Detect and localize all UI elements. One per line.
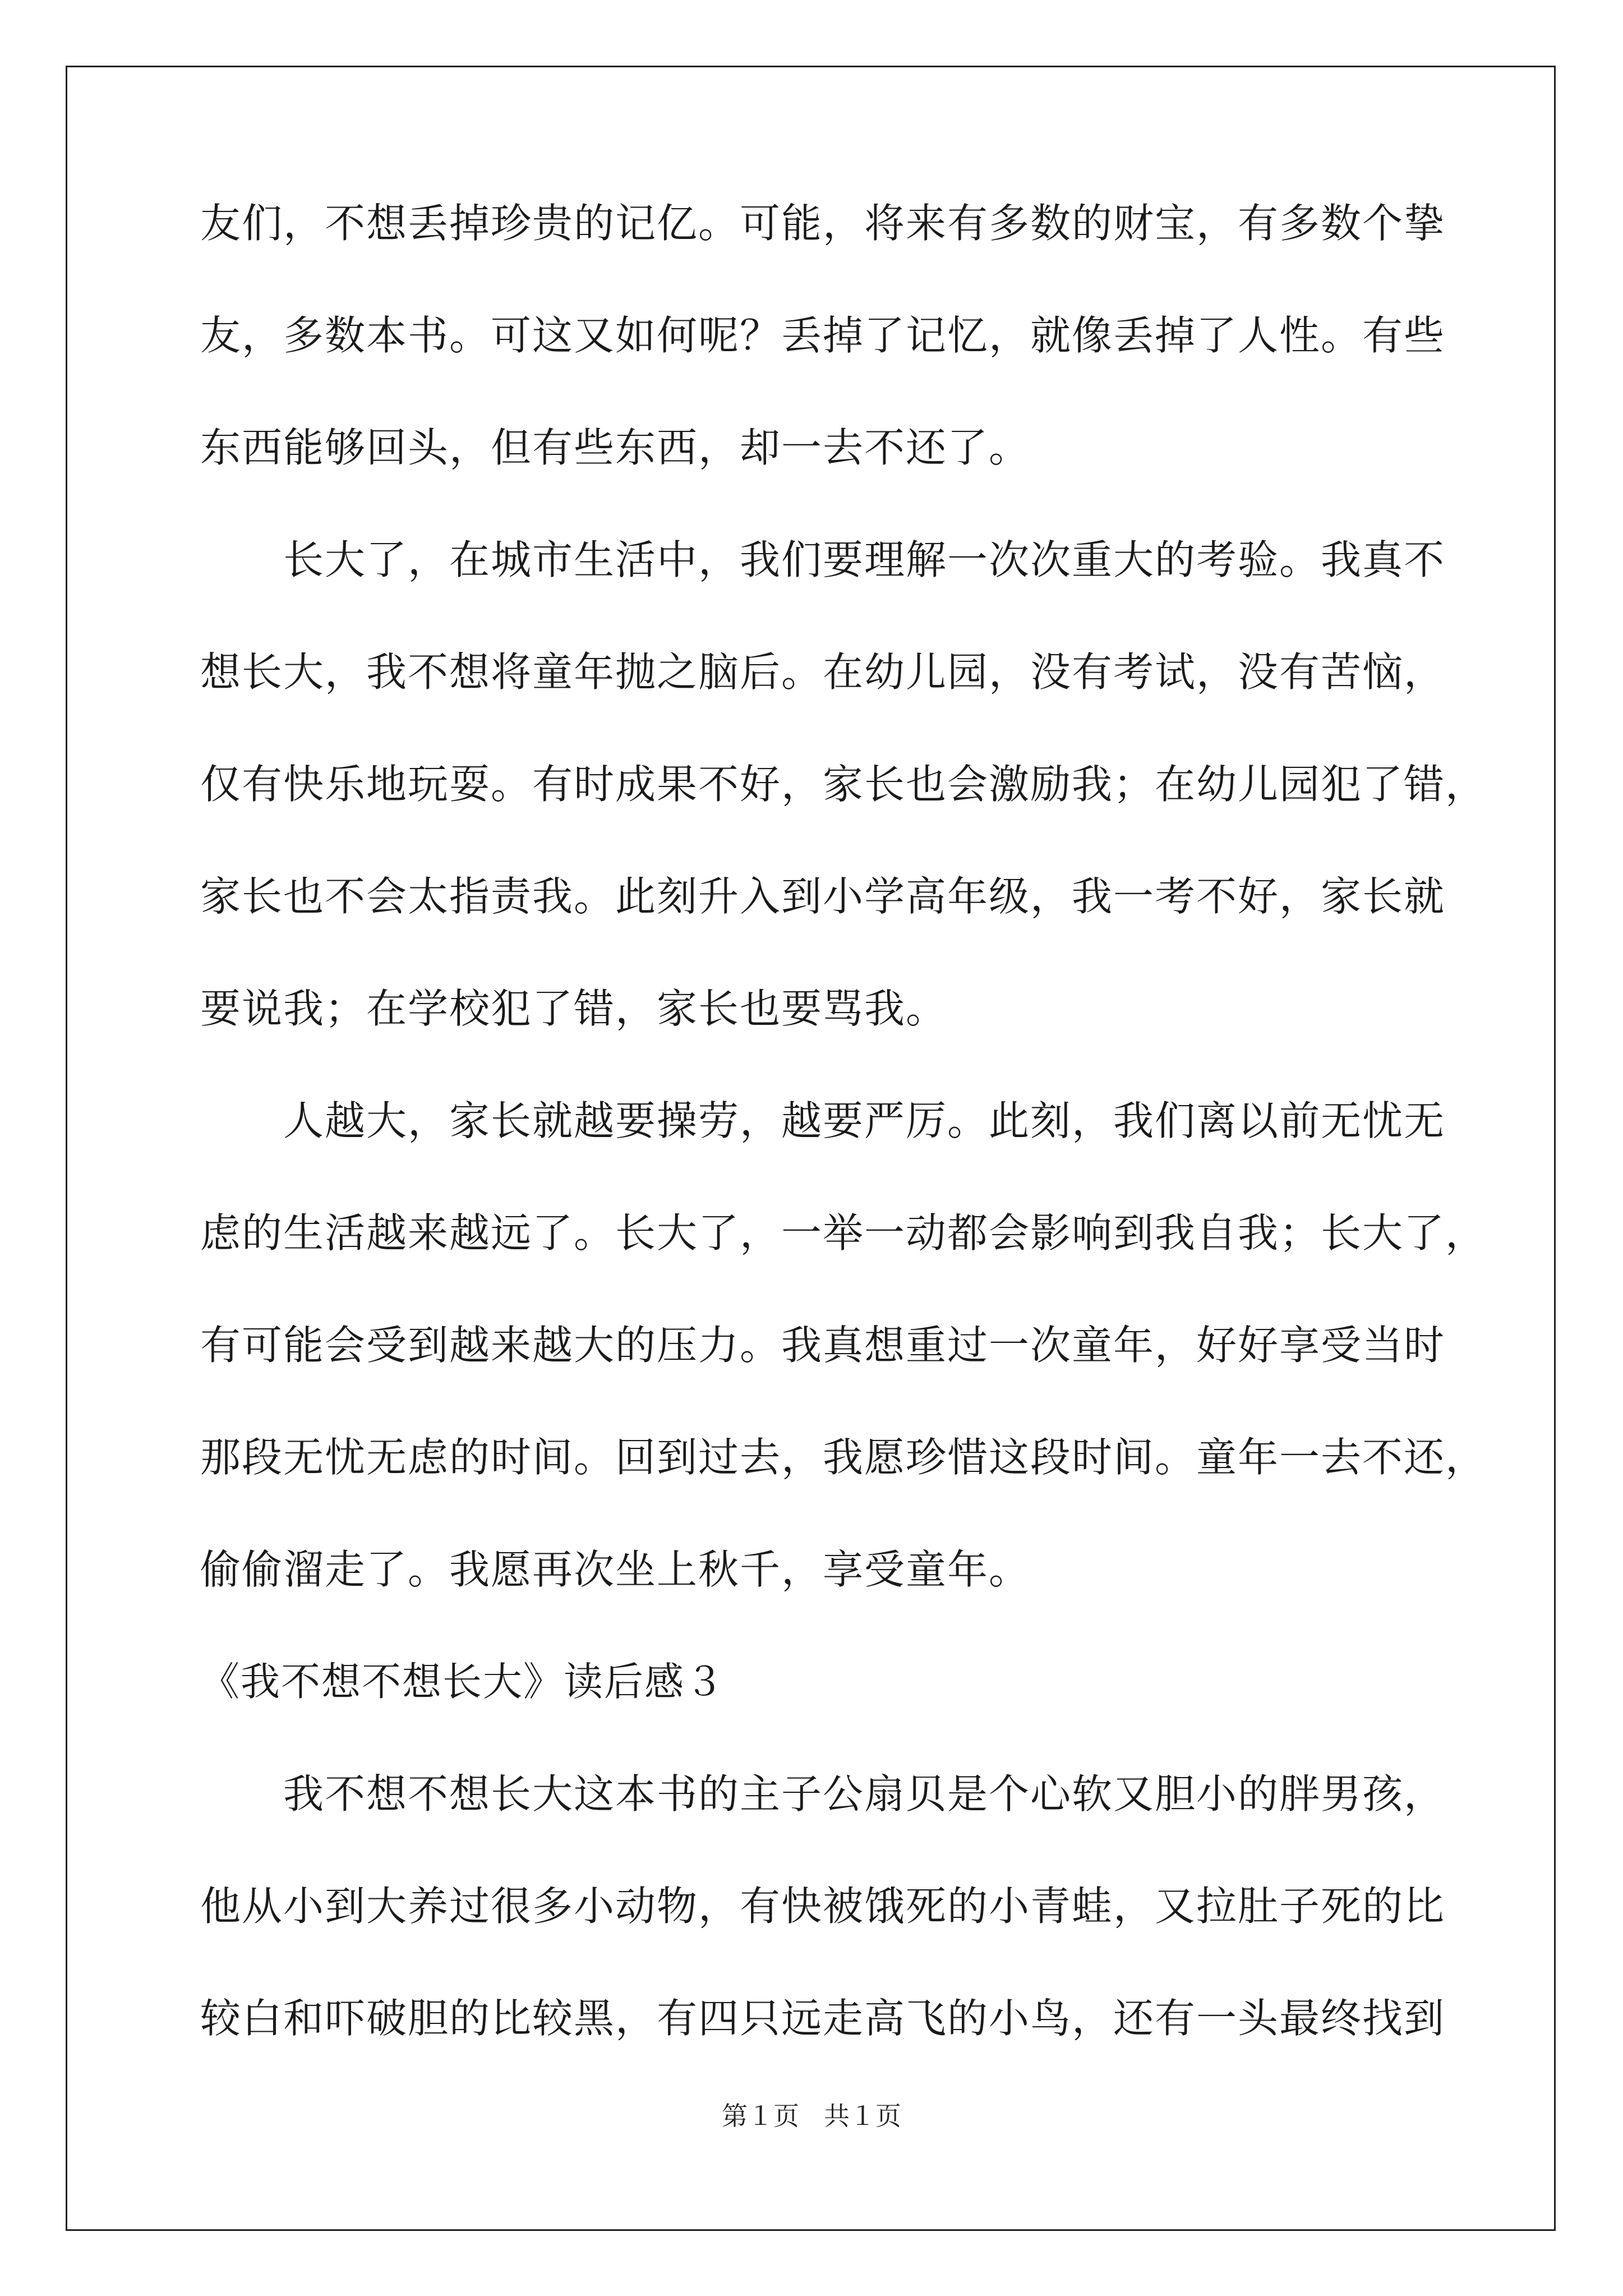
paragraph-2-line-2: 想长大，我不想将童年抛之脑后。在幼儿园，没有考试，没有苦恼， xyxy=(200,648,1446,696)
paragraph-2-line-4: 家长也不会太指责我。此刻升入到小学高年级，我一考不好，家长就 xyxy=(200,873,1446,920)
paragraph-3-line-5: 偷偷溜走了。我愿再次坐上秋千，享受童年。 xyxy=(200,1546,1031,1593)
page-total: 共１页 xyxy=(824,2101,901,2131)
paragraph-1-line-1: 友们，不想丢掉珍贵的记亿。可能，将来有多数的财宝，有多数个挚 xyxy=(200,200,1446,247)
paragraph-3-line-4: 那段无忧无虑的时间。回到过去，我愿珍惜这段时间。童年一去不还， xyxy=(200,1434,1487,1481)
paragraph-4-line-1: 我不想不想长大这本书的主子公扇贝是个心软又胆小的胖男孩， xyxy=(283,1770,1446,1818)
paragraph-1-line-3: 东西能够回头，但有些东西，却一去不还了。 xyxy=(200,424,1031,471)
page-number: 第１页 xyxy=(722,2101,799,2131)
paragraph-3-line-3: 有可能会受到越来越大的压力。我真想重过一次童年，好好享受当时 xyxy=(200,1322,1446,1369)
paragraph-3-line-1: 人越大，家长就越要操劳，越要严厉。此刻，我们离以前无忧无 xyxy=(283,1097,1446,1144)
paragraph-2-line-5: 要说我；在学校犯了错，家长也要骂我。 xyxy=(200,985,948,1032)
paragraph-1-line-2: 友，多数本书。可这又如何呢？丢掉了记忆，就像丢掉了人性。有些 xyxy=(200,312,1446,359)
paragraph-4-line-2: 他从小到大养过很多小动物，有快被饿死的小青蛙，又拉肚子死的比 xyxy=(200,1883,1446,1930)
page-footer xyxy=(0,2099,1623,2133)
document-body xyxy=(200,196,1487,2045)
paragraph-4-line-3: 较白和吓破胆的比较黑，有四只远走高飞的小鸟，还有一头最终找到 xyxy=(200,1995,1446,2042)
paragraph-2-line-1: 长大了，在城市生活中，我们要理解一次次重大的考验。我真不 xyxy=(283,536,1446,583)
section-heading: 《我不想不想长大》读后感３ xyxy=(200,1659,725,1705)
paragraph-2-line-3: 仅有快乐地玩耍。有时成果不好，家长也会激励我；在幼儿园犯了错， xyxy=(200,761,1487,808)
paragraph-3-line-2: 虑的生活越来越远了。长大了，一举一动都会影响到我自我；长大了， xyxy=(200,1209,1487,1257)
